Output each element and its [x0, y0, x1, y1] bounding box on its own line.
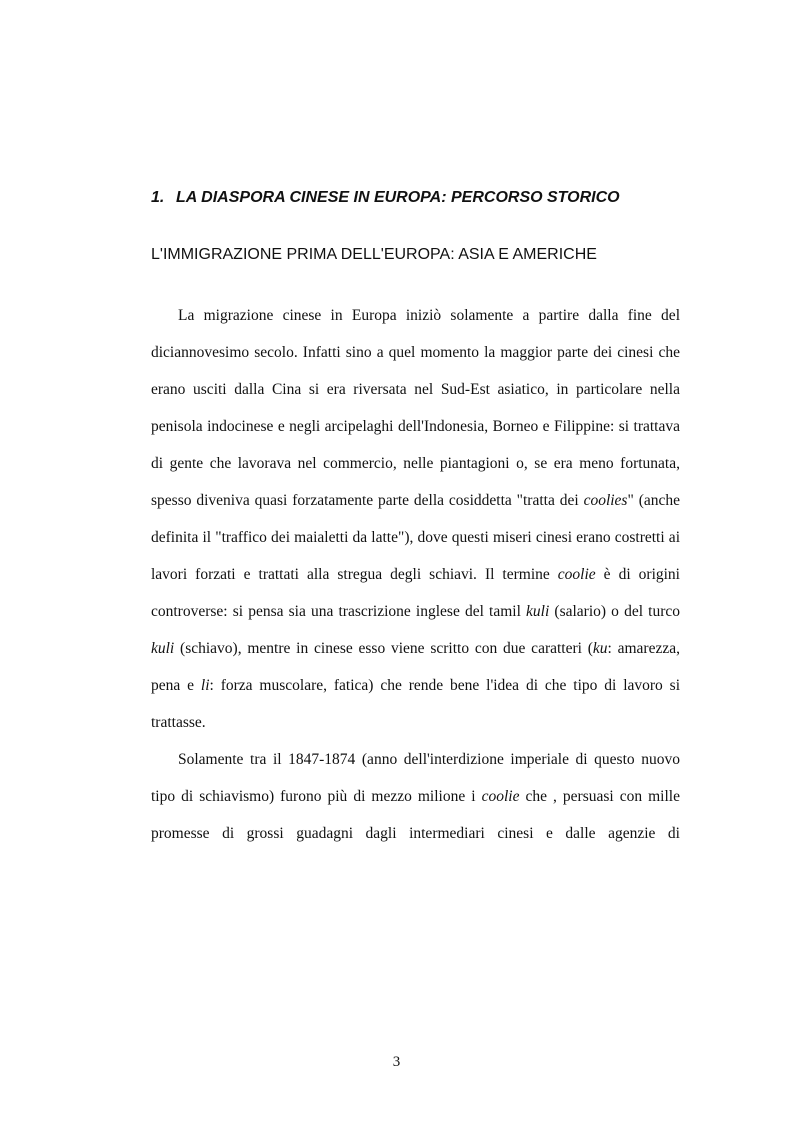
- page-number: 3: [392, 1054, 401, 1070]
- italic-term: coolies: [583, 492, 628, 509]
- italic-term: ku: [592, 640, 608, 657]
- chapter-heading: [151, 188, 691, 208]
- text-run: Solamente tra il 1847-1874 (anno dell'interdizione imperiale di questo nuovo tipo di schiavismo) furono più di mezzo milione i: [151, 751, 680, 805]
- chapter-number: 1.: [151, 189, 165, 206]
- section-heading: L'IMMIGRAZIONE PRIMA DELL'EUROPA: ASIA E AMERICHE: [151, 246, 597, 263]
- italic-term: coolie: [557, 566, 596, 583]
- italic-term: kuli: [151, 640, 175, 657]
- text-run: è di origini controverse: si pensa sia una trascrizione inglese del tamil: [151, 566, 680, 620]
- italic-term: li: [200, 677, 210, 694]
- chapter-title: LA DIASPORA CINESE IN EUROPA: PERCORSO STORICO: [176, 189, 620, 206]
- text-run: La migrazione cinese in Europa iniziò solamente a partire dalla fine del diciannovesimo secolo. Infatti sino a quel momento la maggior parte dei cinesi che erano usciti dalla Cina si era riversata nel Sud-Est asiatico, in particolare nella penisola indocinese e negli arcipelaghi dell'Indonesia, Borneo e Filippine: si trattava di gente che lavorava nel commercio, nelle piantagioni o, se era meno fortunata, spesso diveniva quasi forzatamente parte della cosiddetta "tratta dei: [151, 307, 680, 509]
- paragraph-2: [151, 741, 680, 852]
- italic-term: coolie: [481, 788, 520, 805]
- paragraph-1: [151, 297, 680, 741]
- text-run: " (anche definita il "traffico dei maialetti da latte"), dove questi miseri cinesi erano costretti ai lavori forzati e trattati alla stregua degli schiavi. Il termine: [151, 492, 680, 583]
- text-run: : amarezza, pena e: [151, 640, 680, 694]
- text-run: (schiavo), mentre in cinese esso viene scritto con due caratteri (: [174, 640, 593, 657]
- body-text: [151, 297, 680, 852]
- text-run: (salario) o del turco: [549, 603, 680, 620]
- italic-term: kuli: [526, 603, 550, 620]
- text-run: : forza muscolare, fatica) che rende bene l'idea di che tipo di lavoro si trattasse.: [151, 677, 681, 731]
- text-run: che , persuasi con mille promesse di grossi guadagni dagli intermediari cinesi e dalle agenzie di: [151, 788, 680, 842]
